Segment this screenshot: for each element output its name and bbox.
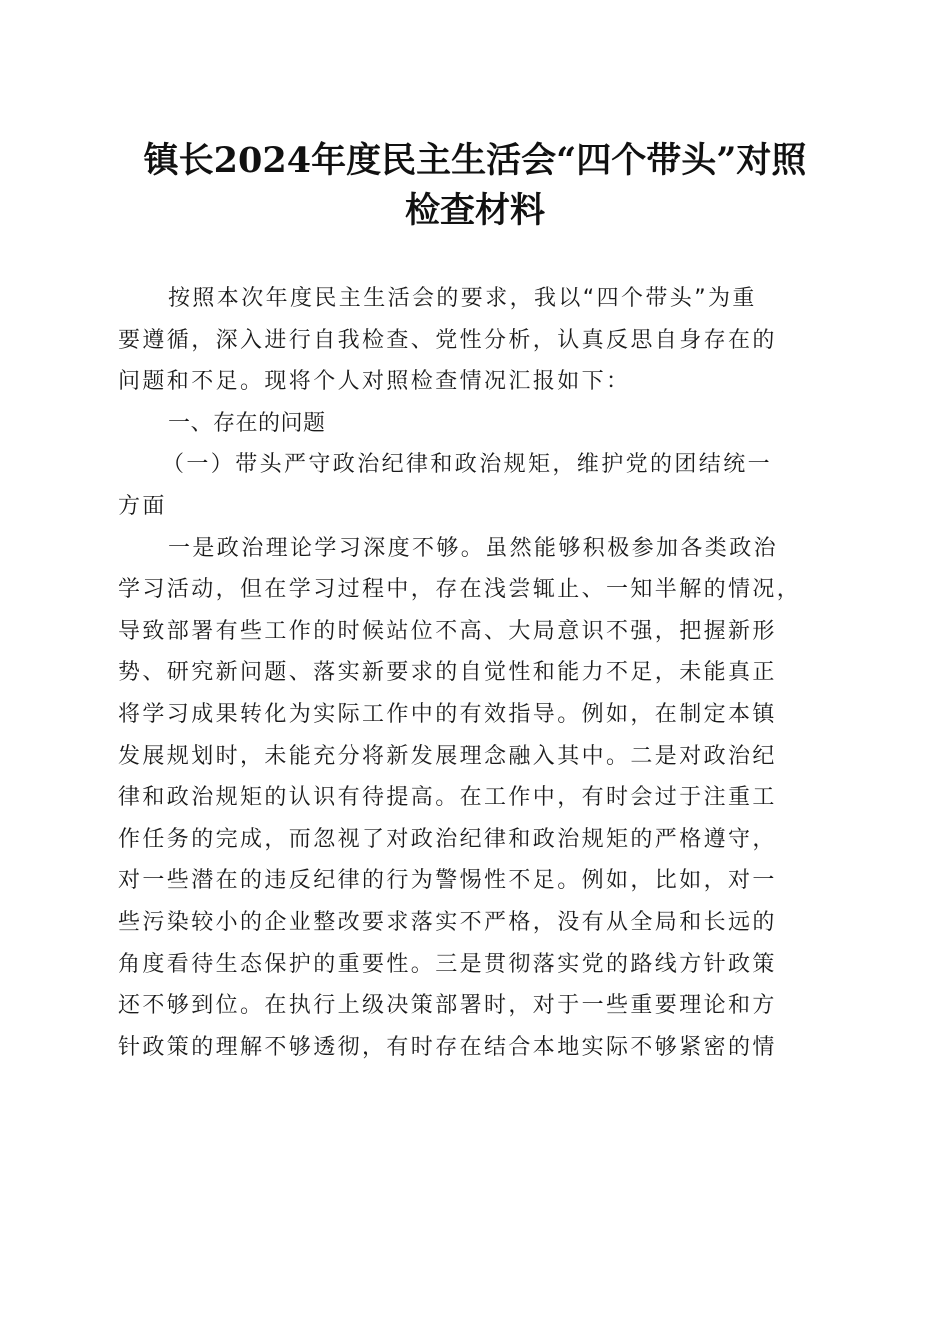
document-body [118,278,838,1068]
subsection-heading-line-1: （一）带头严守政治纪律和政治规矩，维护党的团结统一 [162,452,773,478]
title-line-2: 检查材料 [404,190,545,231]
body-line-11: 角度看待生态保护的重要性。三是贯彻落实党的路线方针政策 [118,951,777,977]
intro-line-2: 要遵循，深入进行自我检查、党性分析，认真反思自身存在的 [118,327,777,353]
body-line-8: 作任务的完成，而忽视了对政治纪律和政治规矩的严格遵守， [118,826,777,852]
intro-line-1: 按照本次年度民主生活会的要求，我以“四个带头”为重 [168,286,757,311]
body-line-13: 针政策的理解不够透彻，有时存在结合本地实际不够紧密的情 [118,1034,777,1060]
intro-line-3: 问题和不足。现将个人对照检查情况汇报如下： [118,369,631,395]
body-line-10: 些污染较小的企业整改要求落实不严格，没有从全局和长远的 [118,909,777,935]
body-line-2: 学习活动，但在学习过程中，存在浅尝辄止、一知半解的情况， [118,577,802,603]
body-line-9: 对一些潜在的违反纪律的行为警惕性不足。例如，比如，对一 [118,868,777,894]
document-title [100,136,850,236]
body-line-4: 势、研究新问题、落实新要求的自觉性和能力不足，未能真正 [118,660,777,686]
body-line-7: 律和政治规矩的认识有待提高。在工作中，有时会过于注重工 [118,785,777,811]
section-heading: 一、存在的问题 [168,410,326,436]
title-line-1: 镇长2024年度民主生活会“四个带头”对照 [143,140,807,181]
body-line-3: 导致部署有些工作的时候站位不高、大局意识不强，把握新形 [118,618,777,644]
body-line-5: 将学习成果转化为实际工作中的有效指导。例如，在制定本镇 [118,701,777,727]
subsection-heading-line-2: 方面 [118,493,167,519]
body-line-12: 还不够到位。在执行上级决策部署时，对于一些重要理论和方 [118,993,777,1019]
body-line-1: 一是政治理论学习深度不够。虽然能够积极参加各类政治 [168,535,779,561]
body-line-6: 发展规划时，未能充分将新发展理念融入其中。二是对政治纪 [118,743,777,769]
